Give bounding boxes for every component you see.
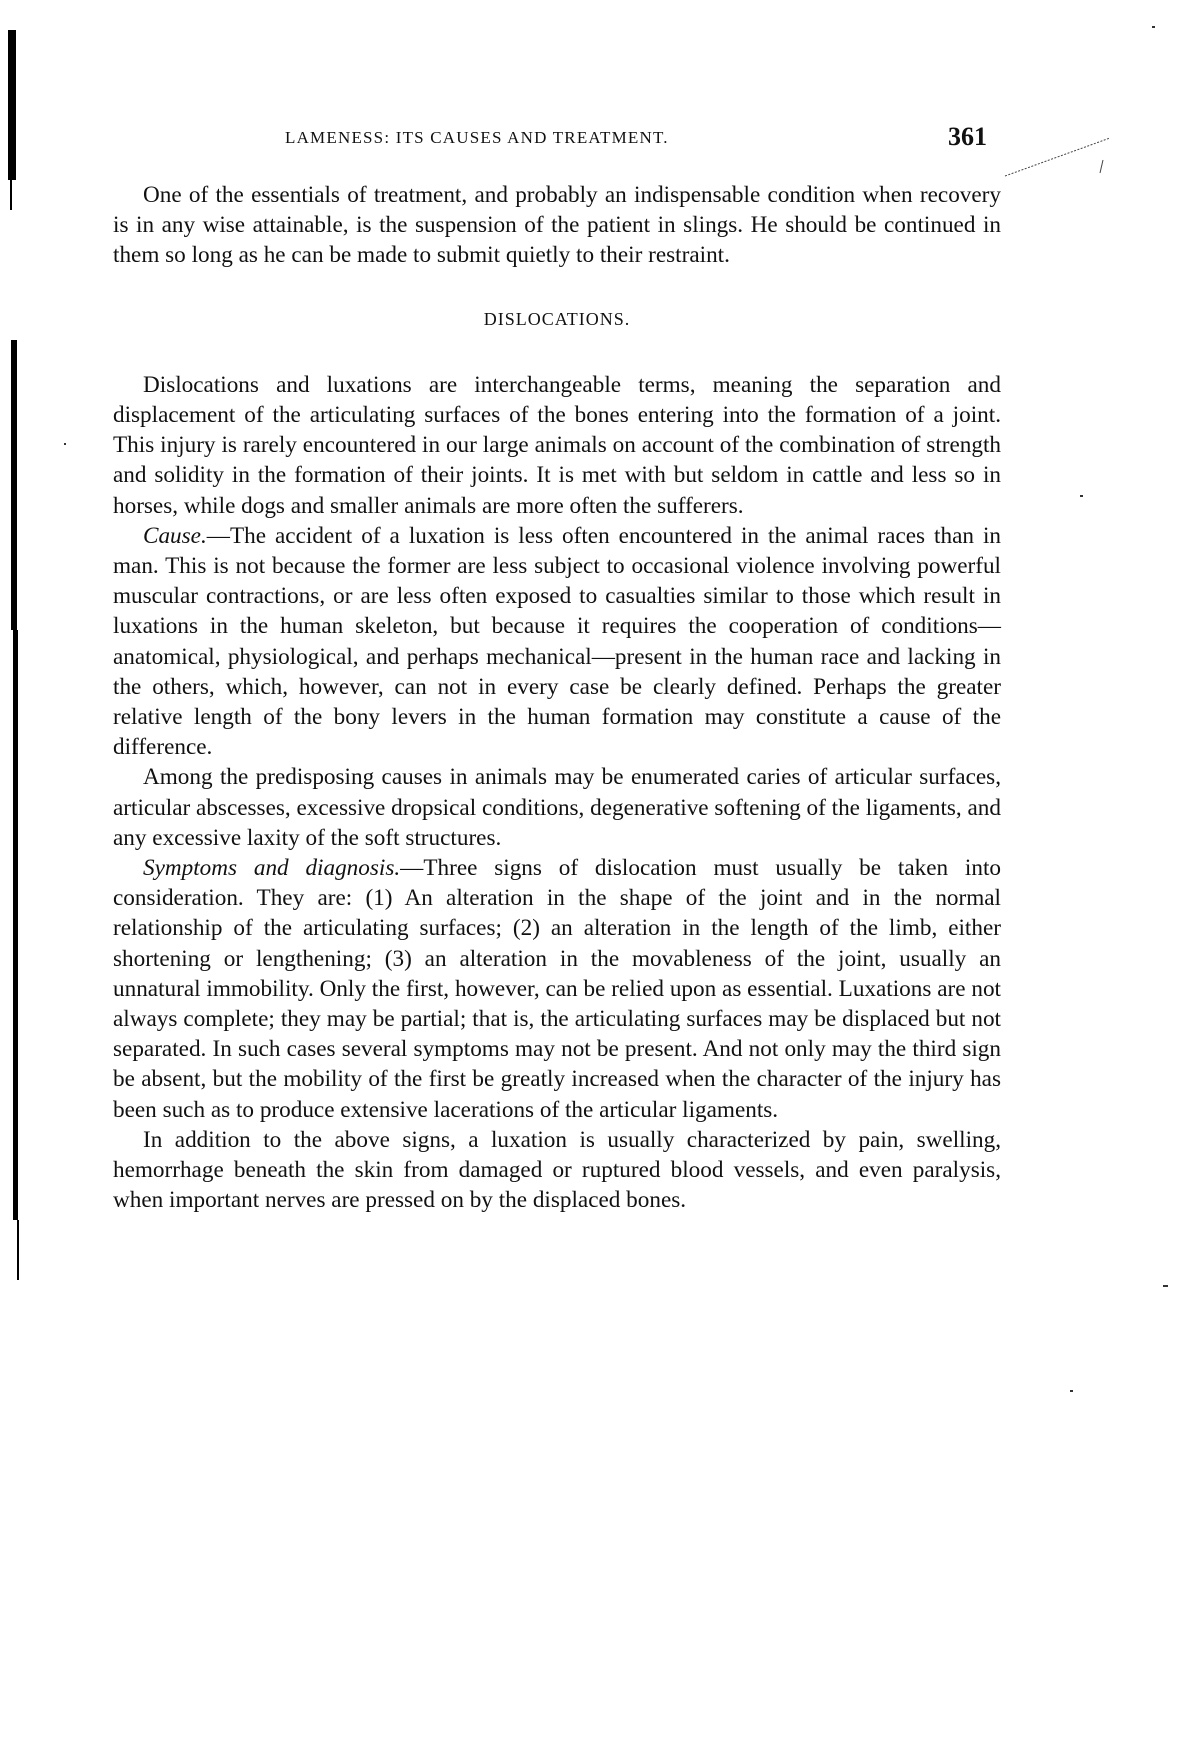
section-heading: DISLOCATIONS. — [483, 308, 631, 329]
paragraph-additional-signs — [113, 1125, 1001, 1216]
paragraph-text: —Three signs of dislocation must usually be taken into consideration. They are: (1) An alteration in the shape of the joint and in the normal relationship of the articulating surfaces; (2) an alteration in the length of the limb, either shortening or lengthening; (3) an alteration in the movableness of the joint, usually an unnatural immobility. Only the first, however, can be relied upon as essential. Luxations are not always complete; they may be partial; that is, the articulating surfaces may be displaced but not separated. In such cases several symptoms may not be present. And not only may the third sign be absent, but the mobility of the first be greatly increased when the character of the injury has been such as to produce extensive lacerations of the articular ligaments. — [113, 855, 1001, 1123]
paragraph-text: —The accident of a luxation is less often encountered in the animal races than in man. This is not because the former are less subject to occasional violence involving powerful muscular contractions, or are less often exposed to casualties similar to those which result in luxations in the human skeleton, but because it requires the cooperation of conditions—anatomical, physiological, and perhaps mechanical—present in the human race and lacking in the others, which, however, can not in every case be clearly defined. Perhaps the greater relative length of the bony levers in the human formation may constitute a cause of the difference. — [113, 522, 1001, 761]
paragraph-text: Dislocations and luxations are interchangeable terms, meaning the separation and displacement of the articulating surfaces of the bones entering into the formation of a joint. This injury is rarely encountered in our large animals on account of the combination of strength and solidity in the formation of their joints. It is met with but seldom in cattle and less so in horses, while dogs and smaller animals are more often the sufferers. — [113, 371, 1001, 519]
running-head — [110, 122, 1010, 154]
intro-paragraph: One of the essentials of treatment, and probably an indispensable condition when recovery is in any wise attainable, is the suspension of the patient in slings. He should be continued in them so long as he can be made to submit quietly to their restraint. — [113, 182, 1001, 269]
scan-binding-edge-middle — [11, 340, 17, 630]
paragraph-text: In addition to the above signs, a luxation is usually characterized by pain, swelling, hemorrhage beneath the skin from damaged or ruptured blood vessels, and even paralysis, when important nerves are pressed on by the displaced bones. — [113, 1126, 1001, 1214]
scan-speck — [1080, 495, 1083, 497]
paragraph-definition — [113, 370, 1001, 521]
running-title: LAMENESS: ITS CAUSES AND TREATMENT. — [285, 128, 669, 147]
page-body — [113, 180, 1001, 1216]
pencil-mark-icon — [1000, 128, 1170, 178]
scan-binding-edge-top — [8, 30, 16, 180]
scan-binding-edge-tail — [17, 1220, 19, 1280]
paragraph-predisposing-causes — [113, 762, 1001, 853]
scan-binding-edge-lower — [13, 630, 18, 1220]
paragraph-lead: Symptoms and diagnosis. — [143, 855, 401, 882]
page-number: 361 — [948, 122, 987, 151]
scan-speck — [1163, 1285, 1168, 1287]
paragraph-symptoms — [113, 853, 1001, 1125]
scan-speck — [64, 443, 66, 445]
scan-speck — [1070, 1390, 1073, 1392]
scan-binding-edge-line — [10, 180, 12, 210]
paragraph-cause — [113, 521, 1001, 763]
paragraph-text: Among the predisposing causes in animals may be enumerated caries of articular surfaces, articular abscesses, excessive dropsical conditions, degenerative softening of the ligaments, and any excessive laxity of the soft structures. — [113, 764, 1001, 851]
scan-speck — [1152, 26, 1155, 28]
paragraph-lead: Cause. — [143, 522, 207, 549]
